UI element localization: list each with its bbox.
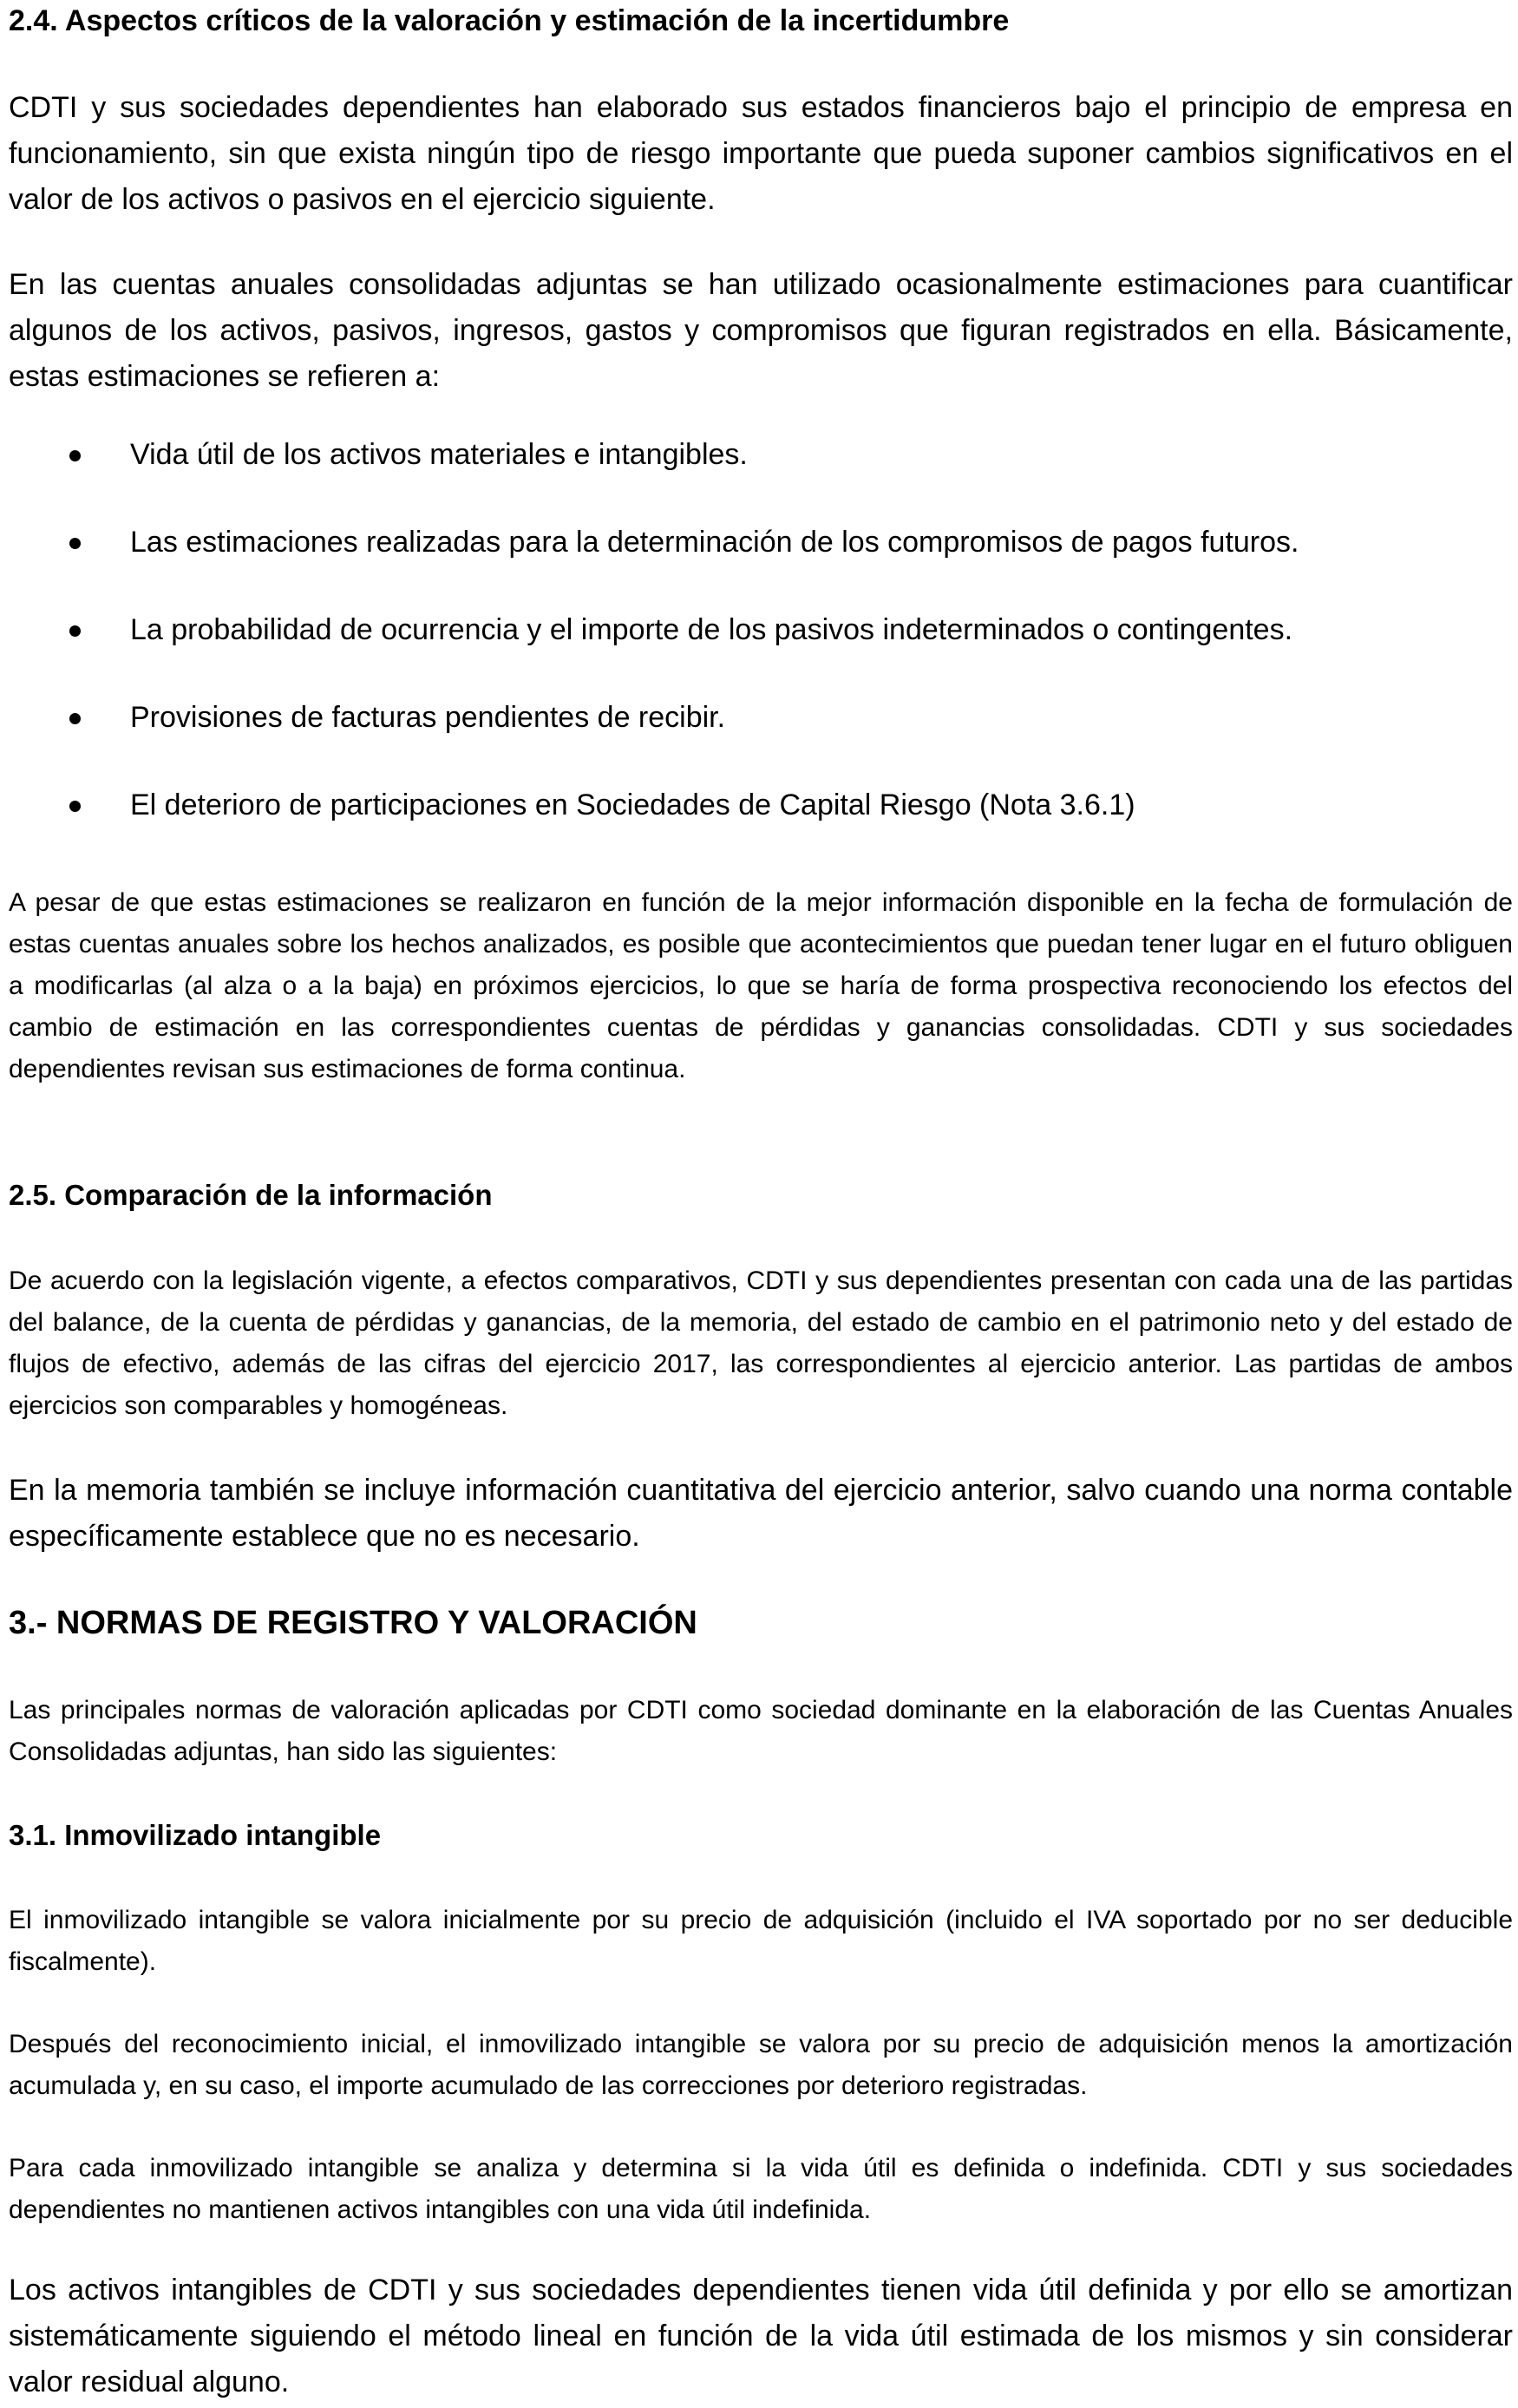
paragraph-comparative-info: De acuerdo con la legislación vigente, a efectos comparativos, CDTI y sus dependientes presentan con cada una de las partidas del balance, de la cuenta de pérdidas y ganancias, de la memoria, del estado de cambio en el patrimonio neto y del estado de flujos de efectivo, además de las cifras del ejercicio 2017, las correspondientes al ejercicio anterior. Las partidas de ambos ejercicios son comparables y homogéneas. [9, 1266, 1513, 1420]
list-item-text: Provisiones de facturas pendientes de recibir. [130, 701, 726, 734]
list-item-text: El deterioro de participaciones en Sociedades de Capital Riesgo (Nota 3.6.1) [130, 788, 1135, 821]
paragraph-intangible-subsequent: Después del reconocimiento inicial, el inmovilizado intangible se valora por su precio de adquisición menos la amortización acumulada y, en su caso, el importe acumulado de las correcciones por deterioro registradas. [9, 2030, 1513, 2100]
list-item [0, 520, 1518, 607]
estimates-list [0, 432, 1518, 870]
paragraph-going-concern: CDTI y sus sociedades dependientes han elaborado sus estados financieros bajo el principio de empresa en funcionamiento, sin que exista ningún tipo de riesgo importante que pueda suponer cambios significativos en el valor de los activos o pasivos en el ejercicio siguiente. [9, 91, 1513, 216]
bullet-icon [69, 801, 81, 812]
list-item [0, 695, 1518, 782]
paragraph-estimates-revision: A pesar de que estas estimaciones se realizaron en función de la mejor información disponible en la fecha de formulación de estas cuentas anuales sobre los hechos analizados, es posible que acontecimientos que puedan tener lugar en el futuro obliguen a modificarlas (al alza o a la baja) en próximos ejercicios, lo que se haría de forma prospectiva reconociendo los efectos del cambio de estimación en las correspondientes cuentas de pérdidas y ganancias consolidadas. CDTI y sus sociedades dependientes revisan sus estimaciones de forma continua. [9, 888, 1513, 1083]
paragraph-amortization: Los activos intangibles de CDTI y sus sociedades dependientes tienen vida útil definida y por ello se amortizan sistemáticamente siguiendo el método lineal en función de la vida útil estimada de los mismos y sin considerar valor residual alguno. [9, 2274, 1513, 2398]
list-item [0, 607, 1518, 695]
list-item [0, 782, 1518, 870]
paragraph-estimates-intro: En las cuentas anuales consolidadas adjuntas se han utilizado ocasionalmente estimaciones para cuantificar algunos de los activos, pasivos, ingresos, gastos y compromisos que figuran registrados en ella. Básicamente, estas estimaciones se refieren a: [9, 268, 1513, 393]
list-item [0, 432, 1518, 520]
paragraph-valuation-rules-intro: Las principales normas de valoración aplicadas por CDTI como sociedad dominante en la elaboración de las Cuentas Anuales Consolidadas adjuntas, han sido las siguientes: [9, 1696, 1513, 1766]
section-heading-2-4: 2.4. Aspectos críticos de la valoración y estimación de la incertidumbre [9, 4, 1010, 37]
list-item-text: Las estimaciones realizadas para la determinación de los compromisos de pagos futuros. [130, 526, 1299, 559]
list-item-text: La probabilidad de ocurrencia y el importe de los pasivos indeterminados o contingentes. [130, 613, 1293, 646]
section-heading-2-5: 2.5. Comparación de la información [9, 1179, 493, 1211]
paragraph-useful-life: Para cada inmovilizado intangible se analiza y determina si la vida útil es definida o indefinida. CDTI y sus sociedades dependientes no mantienen activos intangibles con una vida útil indefinida. [9, 2154, 1513, 2224]
paragraph-memory-info: En la memoria también se incluye información cuantitativa del ejercicio anterior, salvo cuando una norma contable específicamente establece que no es necesario. [9, 1474, 1513, 1553]
list-item-text: Vida útil de los activos materiales e intangibles. [130, 438, 748, 471]
bullet-icon [69, 538, 81, 549]
bullet-icon [69, 625, 81, 637]
section-heading-3-1: 3.1. Inmovilizado intangible [9, 1819, 382, 1851]
paragraph-intangible-initial: El inmovilizado intangible se valora inicialmente por su precio de adquisición (incluido el IVA soportado por no ser deducible fiscalmente). [9, 1906, 1513, 1976]
section-heading-3: 3.- NORMAS DE REGISTRO Y VALORACIÓN [9, 1605, 697, 1641]
bullet-icon [69, 450, 81, 461]
bullet-icon [69, 713, 81, 724]
